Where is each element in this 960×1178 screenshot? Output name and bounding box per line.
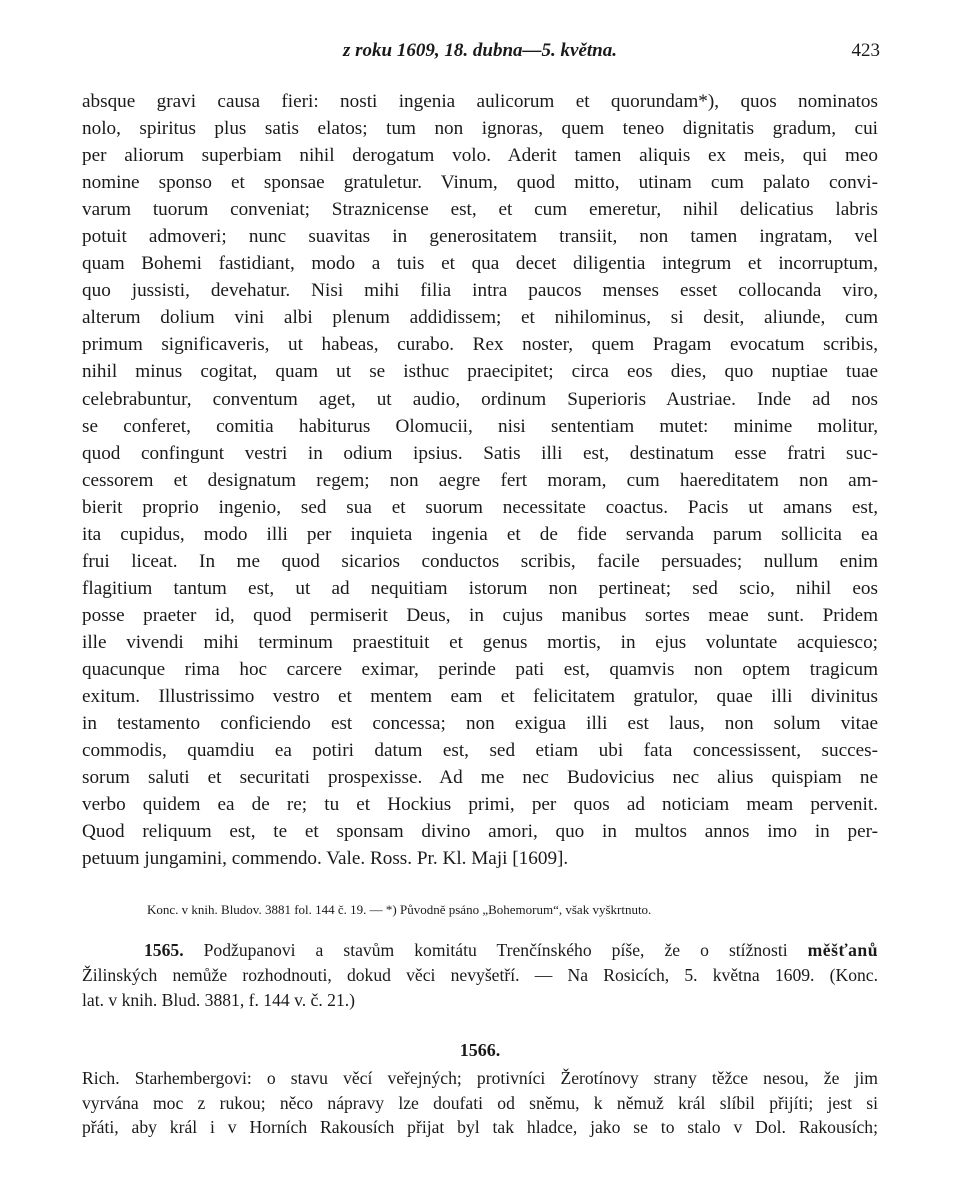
body-line: cessorem et designatum regem; non aegre fert moram, cum haereditatem non am- (82, 469, 878, 491)
letter-1565-line: Žilinských nemůže rozhodnouti, dokud věci nevyšetří. — Na Rosicích, 5. května 1609. (Konc. (82, 965, 878, 985)
body-line: celebrabuntur, conventum aget, ut audio, ordinum Superioris Austriae. Inde ad nos (82, 388, 878, 410)
body-line: quam Bohemi fastidiant, modo a tuis et qua decet diligentia integrum et incorruptum, (82, 253, 878, 275)
body-line: se conferet, comitia habiturus Olomucii, nisi sententiam mutet: minime molitur, (82, 415, 878, 437)
body-line: Quod reliquum est, te et sponsam divino amori, quo in multos annos imo in per- (82, 821, 878, 843)
body-line: frui liceat. In me quod sicarios conductos scribis, facile persuades; nullum enim (82, 550, 878, 572)
body-line: sorum saluti et securitati prospexisse. Ad me nec Budovicius nec alius quispiam ne (82, 767, 878, 789)
body-line: varum tuorum conveniat; Straznicense est, et cum emeretur, nihil delicatius labris (82, 199, 878, 221)
letter-1566-line: vyrvána moc z rukou; něco nápravy lze doufati od sněmu, k němuž král slíbil přijíti; jest si (82, 1092, 878, 1113)
letter-1565-summary (82, 938, 878, 1013)
body-line: quo jussisti, devehatur. Nisi mihi filia intra paucos menses esset collocanda viro, (82, 280, 878, 302)
letter-1565-text: Podžupanovi a stavům komitátu Trenčínského píše, že o stížnosti (203, 940, 788, 960)
body-line: verbo quidem ea de re; tu et Hockius primi, per quos ad noticiam meam pervenit. (82, 794, 878, 816)
body-line: flagitium tantum est, ut ad nequitiam istorum non pertineat; sed scio, nihil eos (82, 577, 878, 599)
body-line: petuum jungamini, commendo. Vale. Ross. Pr. Kl. Maji [1609]. (82, 848, 569, 870)
body-line: per aliorum superbiam nihil derogatum volo. Aderit tamen aliquis ex meis, qui meo (82, 145, 878, 167)
body-line: ille vivendi mihi terminum praestituit et genus mortis, in ejus voluntate acquiesco; (82, 631, 878, 653)
letter-1565-line (82, 938, 878, 963)
body-line: nihil minus cogitat, quam ut se isthuc praecipitet; circa eos dies, quo nuptiae tuae (82, 361, 878, 383)
body-line: alterum dolium vini albi plenum addidissem; et nihilominus, si desit, aliunde, cum (82, 307, 878, 329)
letter-1566-number: 1566. (459, 1040, 501, 1060)
body-line: ita cupidus, modo illi per inquieta ingenia et de fide servanda parum sollicita ea (82, 523, 878, 545)
letter-1566-line: Rich. Starhembergovi: o stavu věcí veřejných; protivníci Žerotínovy strany těžce nesou, že jim (82, 1068, 878, 1088)
body-line: absque gravi causa fieri: nosti ingenia aulicorum et quorundam*), quos nominatos (82, 91, 878, 112)
running-title: z roku 1609, 18. dubna—5. května. (343, 40, 617, 61)
footnote: Konc. v knih. Bludov. 3881 fol. 144 č. 19. — *) Původně psáno „Bohemorum“, však vyškrtnuto. (147, 902, 652, 917)
body-line: in testamento conficiendo est concessa; non exigua illi est laus, non solum vitae (82, 713, 878, 735)
body-line: quacunque rima hoc carcere eximar, perinde pati est, quamvis non optem tragicum (82, 658, 878, 680)
running-head (80, 40, 880, 66)
body-line: bierit proprio ingenio, sed sua et suorum necessitate coactus. Pacis ut amans est, (82, 496, 878, 518)
body-line: potuit admoveri; nunc suavitas in generositatem transiit, non tamen ingratam, vel (82, 226, 878, 248)
letter-1565-line: lat. v knih. Blud. 3881, f. 144 v. č. 21.) (82, 990, 356, 1010)
body-line: commodis, quamdiu ea potiri datum est, sed etiam ubi fata concessissent, succes- (82, 740, 878, 762)
body-line: posse praeter id, quod permiserit Deus, in cujus manibus sortes meae sunt. Pridem (82, 604, 878, 626)
letter-1566-line: přáti, aby král i v Horních Rakousích přijat byl tak hladce, jako se to stalo v Dol. Rakousích; (82, 1117, 878, 1137)
body-line: nomine sponso et sponsae gratuletur. Vinum, quod mitto, utinam cum palato convi- (82, 172, 878, 194)
page-number: 423 (851, 40, 880, 61)
body-line: nolo, spiritus plus satis elatos; tum non ignoras, quem teneo dignitatis gradum, cui (82, 118, 878, 140)
letter-1565-emphasis: měšťanů (807, 940, 879, 960)
letter-1566-summary (82, 1066, 878, 1140)
letter-1565-number: 1565. (144, 940, 184, 960)
body-line: primum significaveris, ut habeas, curabo. Rex noster, quem Pragam evocatum scribis, (82, 334, 878, 356)
letter-body-text (82, 88, 878, 872)
body-line: quod confingunt vestri in odium ipsius. Satis illi est, destinatum esse fratri suc- (82, 442, 878, 464)
body-line: exitum. Illustrissimo vestro et mentem eam et felicitatem gratulor, quae illi divinitus (82, 686, 878, 708)
